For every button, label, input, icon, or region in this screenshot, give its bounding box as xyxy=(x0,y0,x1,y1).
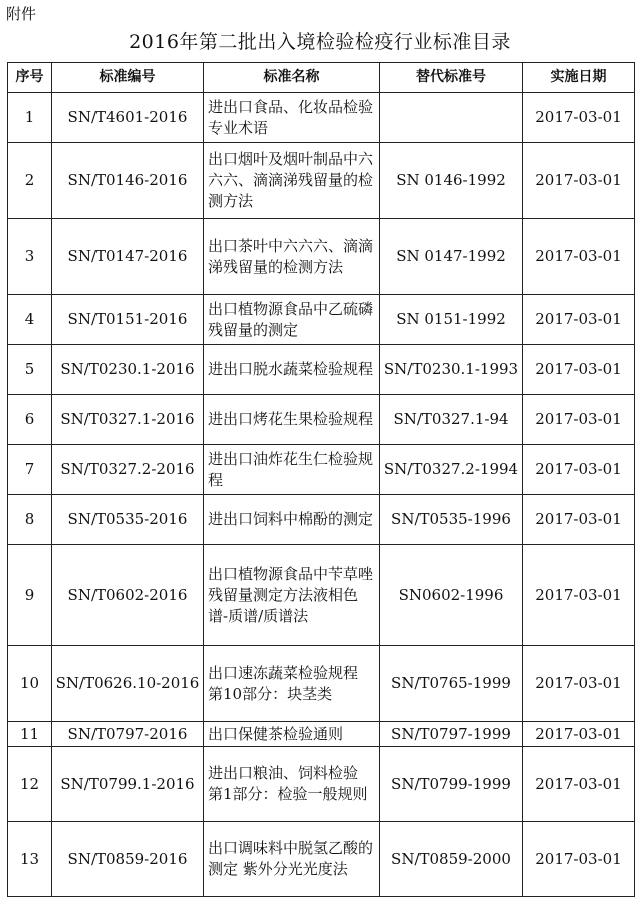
cell-serial-number: 12 xyxy=(8,747,52,822)
table-row xyxy=(8,93,635,143)
cell-standard-name: 出口植物源食品中苄草唑残留量测定方法液相色谱-质谱/质谱法 xyxy=(204,545,380,646)
cell-effective-date: 2017-03-01 xyxy=(523,345,635,395)
cell-replaced-standard: SN/T0797-1999 xyxy=(380,722,523,747)
cell-serial-number: 6 xyxy=(8,395,52,445)
table-row xyxy=(8,545,635,646)
cell-serial-number: 9 xyxy=(8,545,52,646)
cell-standard-code: SN/T0151-2016 xyxy=(52,295,204,345)
attachment-label: 附件 xyxy=(6,5,37,23)
cell-replaced-standard: SN/T0327.2-1994 xyxy=(380,445,523,495)
cell-standard-name: 进出口烤花生果检验规程 xyxy=(204,395,380,445)
table-row xyxy=(8,822,635,897)
cell-effective-date: 2017-03-01 xyxy=(523,395,635,445)
cell-replaced-standard: SN/T0765-1999 xyxy=(380,646,523,722)
cell-standard-code: SN/T0230.1-2016 xyxy=(52,345,204,395)
cell-serial-number: 10 xyxy=(8,646,52,722)
cell-serial-number: 5 xyxy=(8,345,52,395)
cell-standard-name: 出口调味料中脱氢乙酸的测定 紫外分光光度法 xyxy=(204,822,380,897)
cell-replaced-standard: SN/T0535-1996 xyxy=(380,495,523,545)
table-row xyxy=(8,395,635,445)
cell-serial-number: 8 xyxy=(8,495,52,545)
cell-replaced-standard: SN0602-1996 xyxy=(380,545,523,646)
header-replaced-standard: 替代标准号 xyxy=(380,63,523,93)
header-standard-name: 标准名称 xyxy=(204,63,380,93)
cell-standard-code: SN/T0147-2016 xyxy=(52,219,204,295)
cell-effective-date: 2017-03-01 xyxy=(523,822,635,897)
cell-replaced-standard: SN/T0230.1-1993 xyxy=(380,345,523,395)
header-serial-number: 序号 xyxy=(8,63,52,93)
cell-standard-name: 出口烟叶及烟叶制品中六六六、滴滴涕残留量的检测方法 xyxy=(204,143,380,219)
cell-effective-date: 2017-03-01 xyxy=(523,646,635,722)
table-row xyxy=(8,646,635,722)
cell-standard-name: 进出口食品、化妆品检验专业术语 xyxy=(204,93,380,143)
table-row xyxy=(8,143,635,219)
cell-standard-name: 出口保健茶检验通则 xyxy=(204,722,380,747)
cell-effective-date: 2017-03-01 xyxy=(523,747,635,822)
cell-standard-name: 出口植物源食品中乙硫磷残留量的测定 xyxy=(204,295,380,345)
cell-standard-code: SN/T0327.2-2016 xyxy=(52,445,204,495)
table-header-row xyxy=(8,63,635,93)
table-row xyxy=(8,722,635,747)
header-standard-code: 标准编号 xyxy=(52,63,204,93)
cell-standard-code: SN/T0535-2016 xyxy=(52,495,204,545)
cell-serial-number: 13 xyxy=(8,822,52,897)
cell-replaced-standard: SN/T0799-1999 xyxy=(380,747,523,822)
table-row xyxy=(8,495,635,545)
cell-effective-date: 2017-03-01 xyxy=(523,495,635,545)
cell-serial-number: 7 xyxy=(8,445,52,495)
cell-replaced-standard: SN 0146-1992 xyxy=(380,143,523,219)
cell-standard-name: 出口速冻蔬菜检验规程 第10部分：块茎类 xyxy=(204,646,380,722)
table-row xyxy=(8,345,635,395)
cell-effective-date: 2017-03-01 xyxy=(523,545,635,646)
cell-replaced-standard: SN 0147-1992 xyxy=(380,219,523,295)
cell-serial-number: 4 xyxy=(8,295,52,345)
table-row xyxy=(8,219,635,295)
cell-replaced-standard: SN/T0859-2000 xyxy=(380,822,523,897)
cell-effective-date: 2017-03-01 xyxy=(523,445,635,495)
cell-replaced-standard: SN/T0327.1-94 xyxy=(380,395,523,445)
cell-standard-name: 进出口饲料中棉酚的测定 xyxy=(204,495,380,545)
cell-effective-date: 2017-03-01 xyxy=(523,722,635,747)
cell-standard-name: 进出口脱水蔬菜检验规程 xyxy=(204,345,380,395)
cell-standard-code: SN/T0146-2016 xyxy=(52,143,204,219)
table-row xyxy=(8,445,635,495)
table-row xyxy=(8,295,635,345)
cell-serial-number: 1 xyxy=(8,93,52,143)
header-effective-date: 实施日期 xyxy=(523,63,635,93)
cell-standard-name: 出口茶叶中六六六、滴滴涕残留量的检测方法 xyxy=(204,219,380,295)
cell-standard-code: SN/T0797-2016 xyxy=(52,722,204,747)
cell-serial-number: 11 xyxy=(8,722,52,747)
table-row xyxy=(8,747,635,822)
cell-effective-date: 2017-03-01 xyxy=(523,143,635,219)
cell-effective-date: 2017-03-01 xyxy=(523,219,635,295)
cell-standard-code: SN/T4601-2016 xyxy=(52,93,204,143)
cell-replaced-standard xyxy=(380,93,523,143)
cell-serial-number: 3 xyxy=(8,219,52,295)
standards-table xyxy=(7,62,635,897)
cell-standard-name: 进出口粮油、饲料检验 第1部分：检验一般规则 xyxy=(204,747,380,822)
cell-standard-code: SN/T0859-2016 xyxy=(52,822,204,897)
cell-standard-code: SN/T0602-2016 xyxy=(52,545,204,646)
cell-effective-date: 2017-03-01 xyxy=(523,295,635,345)
cell-serial-number: 2 xyxy=(8,143,52,219)
cell-standard-code: SN/T0799.1-2016 xyxy=(52,747,204,822)
document-title: 2016年第二批出入境检验检疫行业标准目录 xyxy=(129,31,511,53)
cell-standard-code: SN/T0626.10-2016 xyxy=(52,646,204,722)
cell-standard-name: 进出口油炸花生仁检验规程 xyxy=(204,445,380,495)
cell-replaced-standard: SN 0151-1992 xyxy=(380,295,523,345)
cell-standard-code: SN/T0327.1-2016 xyxy=(52,395,204,445)
cell-effective-date: 2017-03-01 xyxy=(523,93,635,143)
